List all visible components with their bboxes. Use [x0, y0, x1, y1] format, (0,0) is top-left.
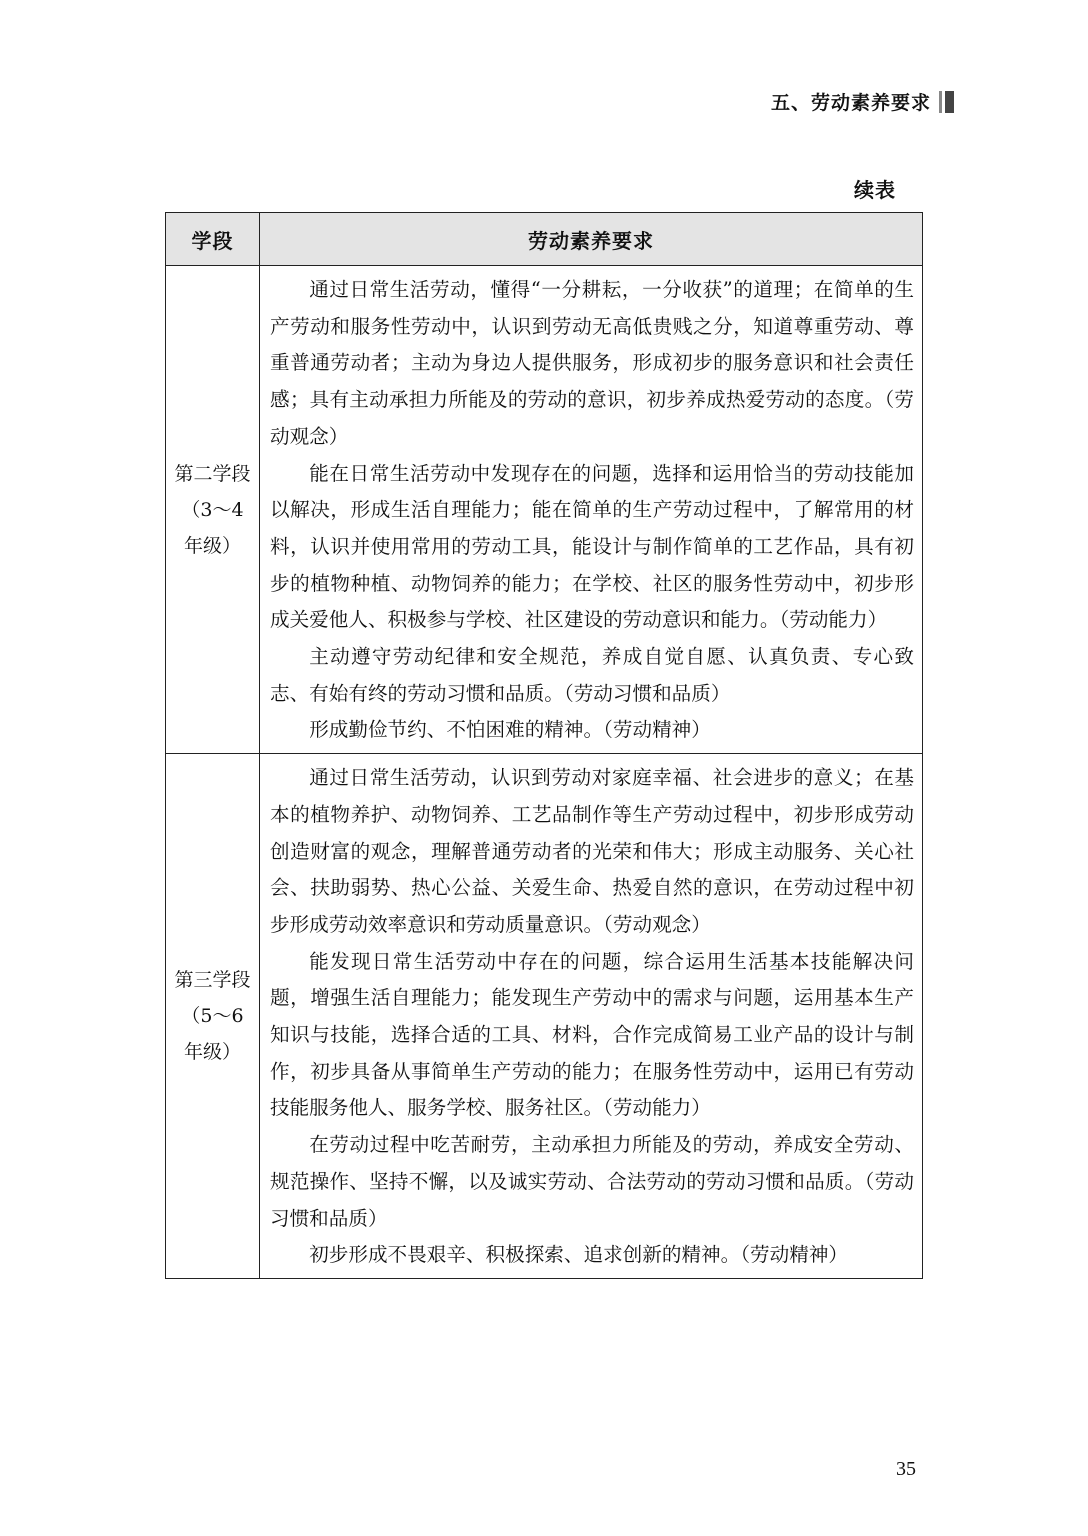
requirement-paragraph: 在劳动过程中吃苦耐劳，主动承担力所能及的劳动，养成安全劳动、规范操作、坚持不懈，以及诚实劳动、合法劳动的劳动习惯和品质。（劳动习惯和品质）: [270, 1133, 914, 1230]
header-thick-bar: [945, 91, 954, 113]
requirement-paragraph: 主动遵守劳动纪律和安全规范，养成自觉自愿、认真负责、专心致志、有始有终的劳动习惯和品质。（劳动习惯和品质）: [270, 645, 914, 705]
stage-grades-suffix: 年级）: [183, 1041, 241, 1064]
stage-grades: （5～6: [181, 1005, 244, 1028]
continued-table-label: 续表: [854, 178, 896, 202]
table-row: [166, 266, 923, 754]
header-bars-decoration: [939, 91, 954, 113]
stage-cell: [166, 754, 260, 1279]
requirements-table: [165, 212, 923, 1279]
header-requirements: 劳动素养要求: [260, 213, 923, 266]
stage-grades: （3～4: [181, 498, 244, 521]
requirement-paragraph: 通过日常生活劳动，认识到劳动对家庭幸福、社会进步的意义；在基本的植物养护、动物饲养、工艺品制作等生产劳动过程中，初步形成劳动创造财富的观念，理解普通劳动者的光荣和伟大；形成主动服务、关心社会、扶助弱势、热心公益、关爱生命、热爱自然的意识，在劳动过程中初步形成劳动效率意识和劳动质量意识。（劳动观念）: [270, 766, 914, 936]
table-row: [166, 754, 923, 1279]
stage-name: 第二学段: [174, 462, 251, 485]
requirement-paragraph: 形成勤俭节约、不怕困难的精神。（劳动精神）: [309, 718, 711, 742]
requirements-cell: [260, 754, 923, 1279]
stage-grades-suffix: 年级）: [183, 534, 241, 557]
page-number: 35: [896, 1458, 916, 1480]
stage-name: 第三学段: [174, 969, 251, 992]
requirement-paragraph: 通过日常生活劳动，懂得“一分耕耘，一分收获”的道理；在简单的生产劳动和服务性劳动中，认识到劳动无高低贵贱之分，知道尊重劳动、尊重普通劳动者；主动为身边人提供服务，形成初步的服务意识和社会责任感；具有主动承担力所能及的劳动的意识，初步养成热爱劳动的态度。（劳动观念）: [270, 278, 914, 448]
requirement-paragraph: 初步形成不畏艰辛、积极探索、追求创新的精神。（劳动精神）: [309, 1243, 849, 1267]
requirement-paragraph: 能在日常生活劳动中发现存在的问题，选择和运用恰当的劳动技能加以解决，形成生活自理能力；能在简单的生产劳动过程中，了解常用的材料，认识并使用常用的劳动工具，能设计与制作简单的工艺作品，具有初步的植物种植、动物饲养的能力；在学校、社区的服务性劳动中，初步形成关爱他人、积极参与学校、社区建设的劳动意识和能力。（劳动能力）: [270, 461, 914, 632]
requirement-paragraph: 能发现日常生活劳动中存在的问题，综合运用生活基本技能解决问题，增强生活自理能力；能发现生产劳动中的需求与问题，运用基本生产知识与技能，选择合适的工具、材料，合作完成简易工业产品的设计与制作，初步具备从事简单生产劳动的能力；在服务性劳动中，运用已有劳动技能服务他人、服务学校、服务社区。（劳动能力）: [270, 949, 914, 1120]
table-header-row: [166, 213, 923, 266]
stage-cell: [166, 266, 260, 754]
chapter-title: 五、劳动素养要求: [770, 92, 931, 114]
header-thin-bar: [939, 91, 942, 113]
running-header: [771, 88, 954, 115]
header-stage: 学段: [166, 213, 260, 266]
requirements-cell: [260, 266, 923, 754]
